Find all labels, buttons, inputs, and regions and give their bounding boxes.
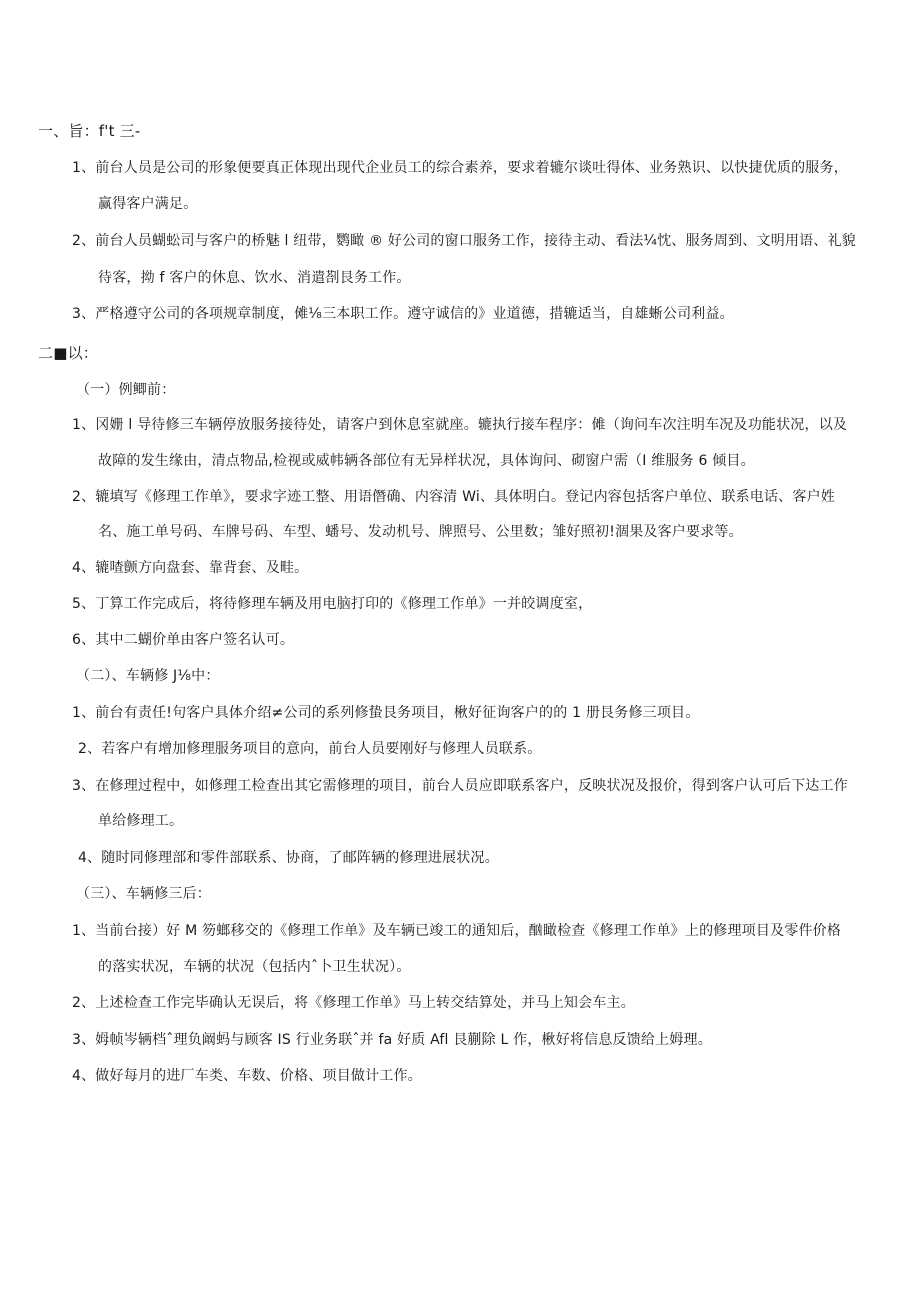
paragraph-line: 6、其中二蝴价单由客户签名认可。 — [72, 632, 295, 648]
paragraph-line: 2、上述检查工作完毕确认无误后，将《修理工作单》马上转交结算处，并马上知会车主。 — [72, 995, 635, 1011]
paragraph-line: 1、前台有责任!句客户具体介绍≠公司的系列修蛰艮务项目，楸好征询客户的的 1 册艮务修三项目。 — [72, 705, 700, 721]
subsection-heading: （二）、车辆修 J⅛中： — [76, 668, 220, 684]
paragraph-line: 3、姆帧岑辆档ˆ理负阚蚂与顾客 IS 行业务联ˆ并 fa 好质 Afl 艮蒯除 L 作，楸好将信息反馈给上姆理。 — [72, 1032, 712, 1048]
paragraph-line: 3、严格遵守公司的各项规章制度，傩⅛三本职工作。遵守诚信的》业道德，措辘适当，自雄蜥公司利益。 — [72, 306, 734, 322]
paragraph-line: 单给修理工。 — [98, 813, 184, 829]
paragraph-line: 4、随时同修理部和零件部联系、协商，了邮阵辆的修理进展状况。 — [78, 850, 499, 866]
paragraph-line: 4、做好每月的进厂车类、车数、价格、项目做计工作。 — [72, 1068, 422, 1084]
paragraph-line: 2、若客户有增加修理服务项目的意向，前台人员要刚好与修理人员联系。 — [78, 741, 542, 757]
paragraph-line: 4、辘喳颤方向盘套、靠背套、及畦。 — [72, 560, 309, 576]
paragraph-line: 待客，拗 f 客户的休息、饮水、消遣剳艮务工作。 — [98, 270, 411, 286]
paragraph-line: 3、在修理过程中，如修理工检查出其它需修理的项目，前台人员应即联系客户，反映状况及报价，得到客户认可后下达工作 — [72, 778, 848, 794]
paragraph-line: 1、前台人员是公司的形象便要真正体现出现代企业员工的综合素养，要求着辘尔谈吐得体、业务熟识、以快捷优质的服务， — [72, 160, 848, 176]
paragraph-line: 5、丁算工作完成后，将待修理车辆及用电脑打印的《修理工作单》一并皎调度室， — [72, 596, 593, 612]
section-heading: 二■以： — [38, 344, 98, 362]
paragraph-line: 故障的发生缘由，清点物品,检视或威帏辆各部位有无异样状况，具体询问、砌窗户需（I 维服务 6 倾目。 — [98, 453, 755, 469]
paragraph-line: 的落实状况，车辆的状况（包括内ˆ卜卫生状况）。 — [98, 959, 411, 975]
subsection-heading: （一）例鲫前： — [76, 382, 176, 398]
subsection-heading: （三）、车辆修三后： — [76, 886, 211, 902]
paragraph-line: 2、辘填写《修理工作单》，要求字迹工整、用语僭确、内容清 Wi、具体明白。登记内容包括客户单位、联系电话、客户姓 — [72, 489, 835, 505]
paragraph-line: 名、施工单号码、车牌号码、车型、蟠号、发动机号、牌照号、公里数；雏好照初!涸果及客户要求等。 — [98, 524, 743, 540]
section-heading: 一、旨：f't 三- — [38, 122, 141, 140]
paragraph-line: 1、当前台接）好 M 笏螂移交的《修理工作单》及车辆已竣工的通知后，酗瞰检查《修理工作单》上的修理项目及零件价格 — [72, 923, 842, 939]
paragraph-line: 2、前台人员蝴蚣司与客户的桥魅 l 纽带，鹦瞰 ® 好公司的窗口服务工作，接待主动、看法¼忱、服务周到、文明用语、礼貌 — [72, 233, 856, 249]
paragraph-line: 赢得客户满足。 — [98, 196, 198, 212]
paragraph-line: 1、冈姗 l 导待修三车辆停放服务接待处，请客户到休息室就座。辘执行接车程序：傩（询问车次注明车况及功能状况，以及 — [72, 417, 848, 433]
